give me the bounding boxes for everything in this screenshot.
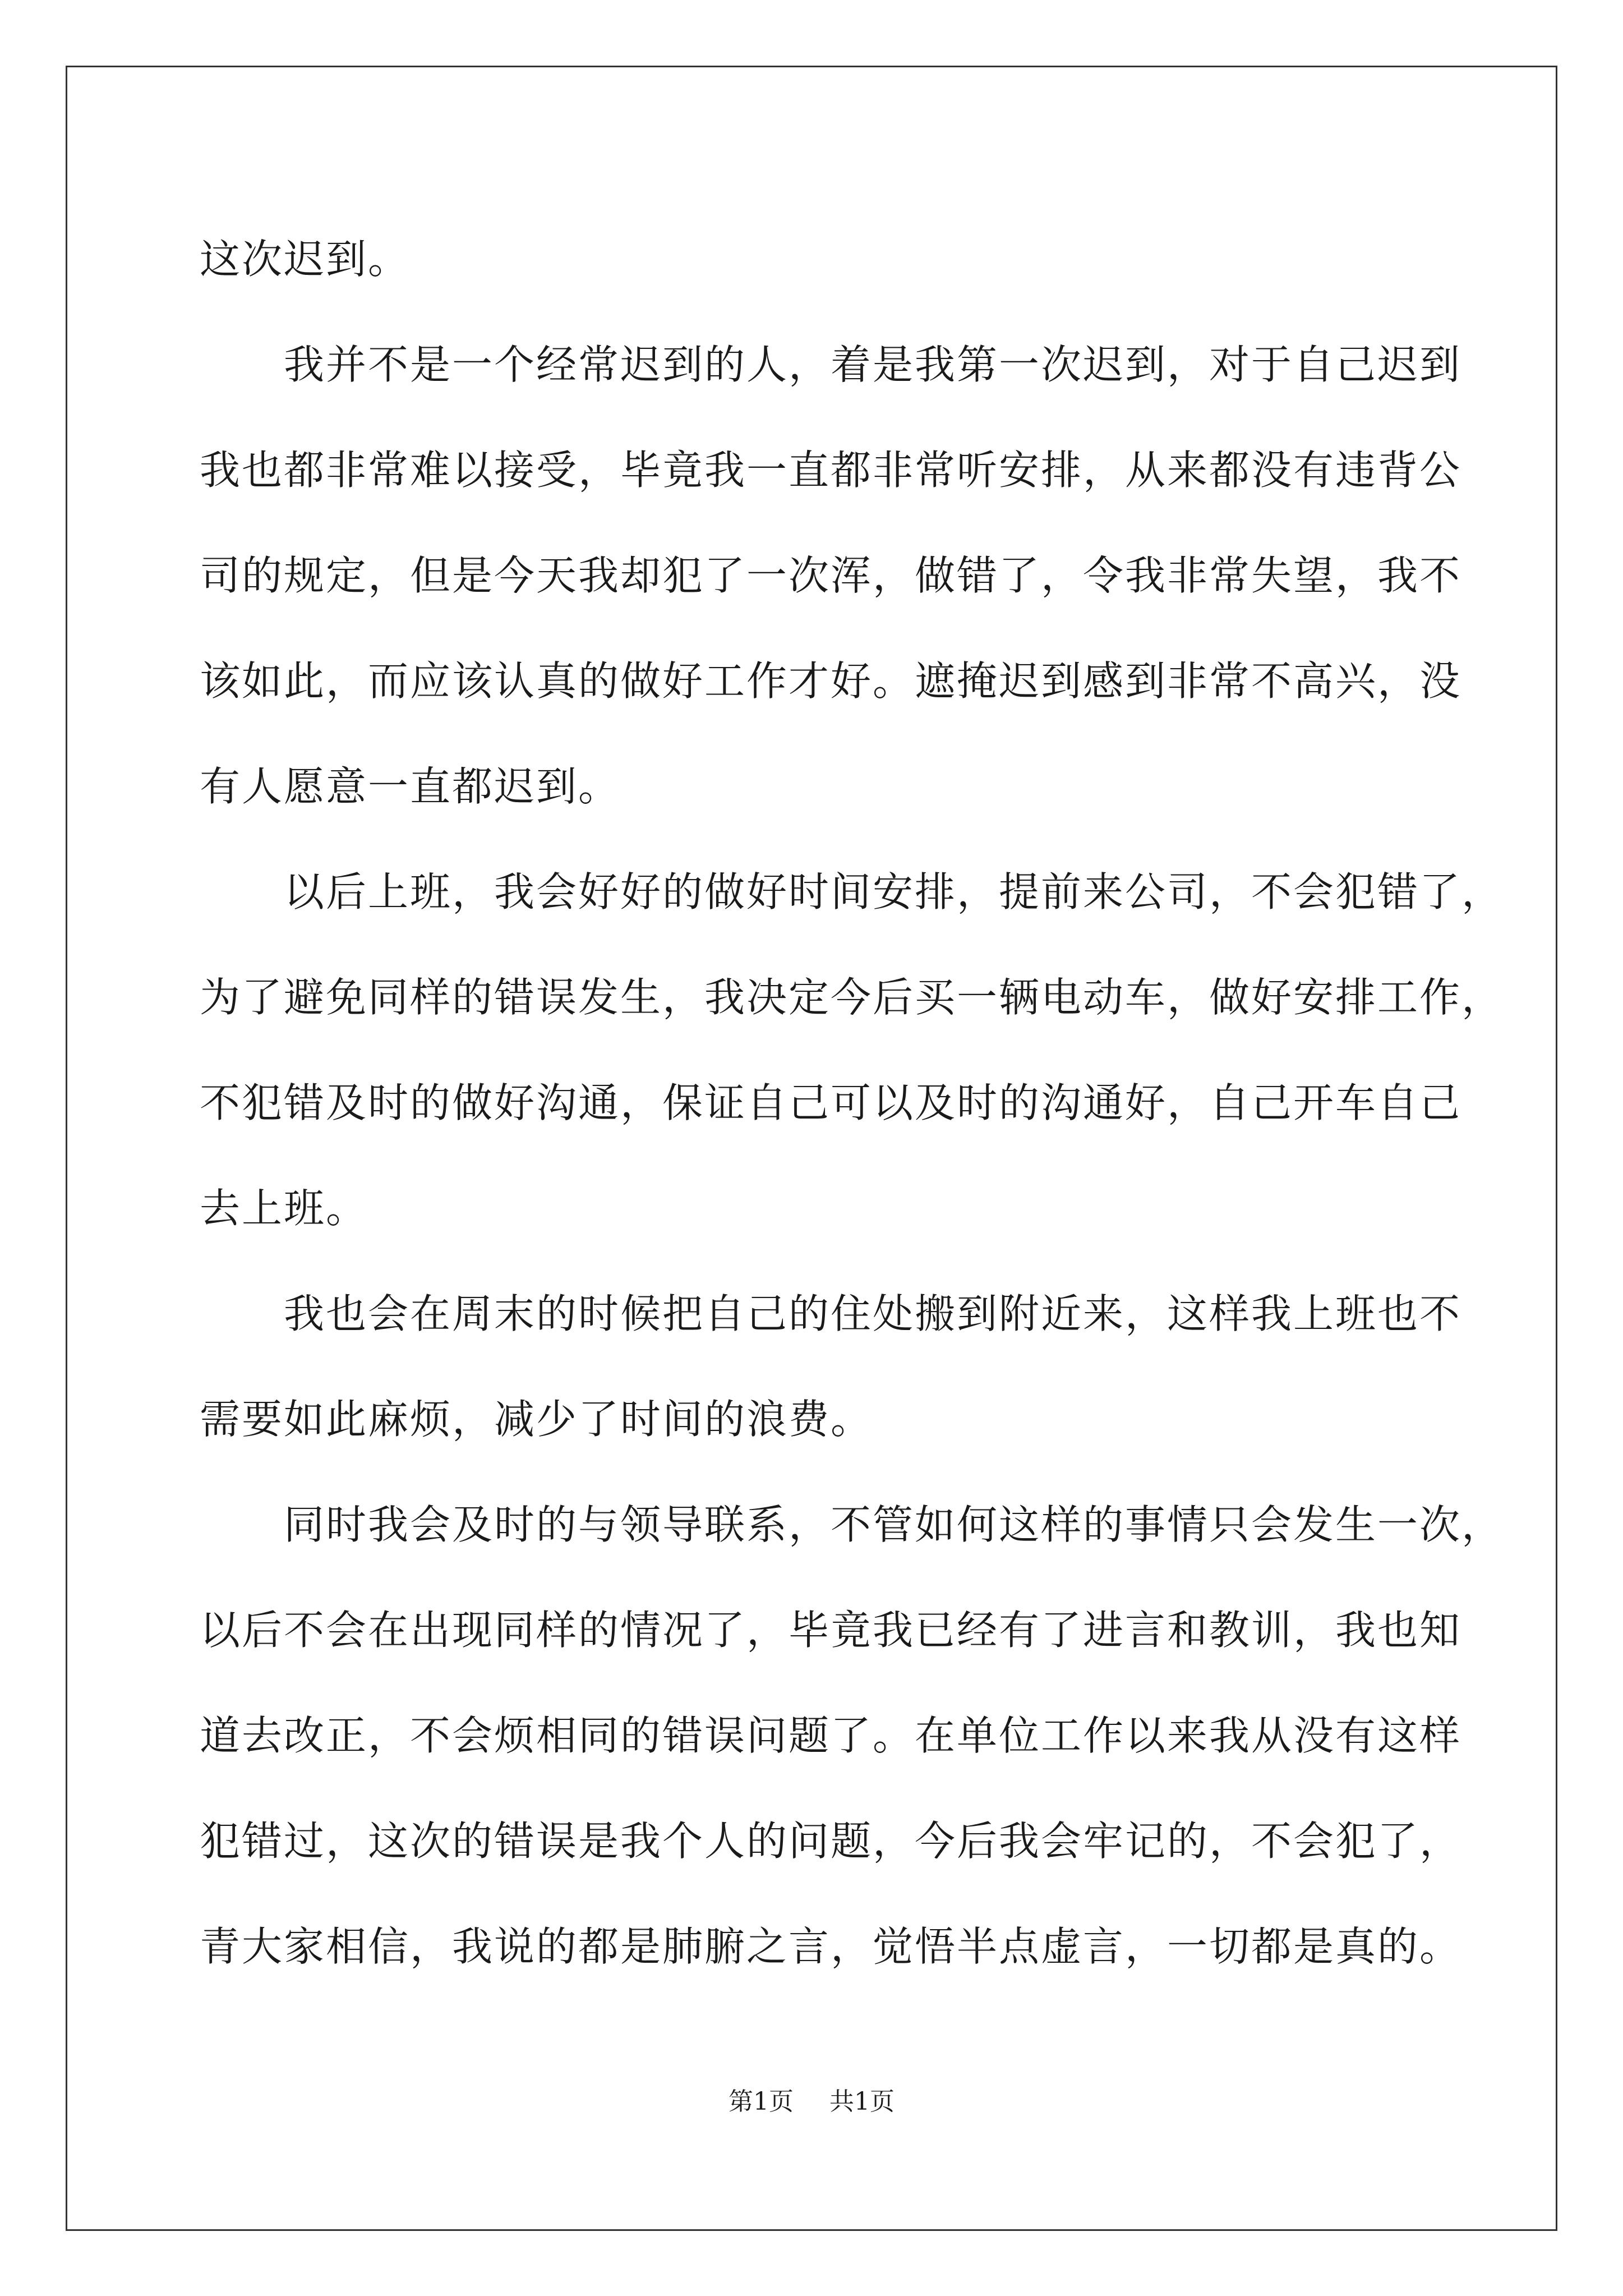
- document-body: [200, 206, 1504, 1999]
- text-line: 道去改正，不会烦相同的错误问题了。在单位工作以来我从没有这样: [200, 1712, 1462, 1759]
- text-line: 以后不会在出现同样的情况了，毕竟我已经有了进言和教训，我也知: [200, 1607, 1462, 1654]
- text-line: 为了避免同样的错误发生，我决定今后买一辆电动车，做好安排工作，: [200, 974, 1504, 1021]
- text-line: 犯错过，这次的错误是我个人的问题，今后我会牢记的，不会犯了，: [200, 1818, 1462, 1865]
- text-line: 不犯错及时的做好沟通，保证自己可以及时的沟通好，自己开车自己: [200, 1079, 1462, 1126]
- page-footer: [0, 2081, 1623, 2117]
- paragraph-first-line: 同时我会及时的与领导联系，不管如何这样的事情只会发生一次，: [284, 1501, 1504, 1548]
- paragraph-first-line: 我并不是一个经常迟到的人，着是我第一次迟到，对于自己迟到: [284, 341, 1462, 388]
- text-line: 这次迟到。: [200, 236, 411, 283]
- paragraph-first-line: 我也会在周末的时候把自己的住处搬到附近来，这样我上班也不: [284, 1290, 1462, 1337]
- page-number-current: 第1页: [728, 2087, 794, 2116]
- text-line: 有人愿意一直都迟到。: [200, 763, 621, 810]
- text-line: 需要如此麻烦，减少了时间的浪费。: [200, 1396, 873, 1443]
- text-line: 我也都非常难以接受，毕竟我一直都非常听安排，从来都没有违背公: [200, 447, 1462, 494]
- text-line: 司的规定，但是今天我却犯了一次浑，做错了，令我非常失望，我不: [200, 552, 1462, 599]
- page-number-total: 共1页: [829, 2087, 895, 2116]
- text-line: 青大家相信，我说的都是肺腑之言，觉悟半点虚言，一切都是真的。: [200, 1923, 1462, 1970]
- text-line: 去上班。: [200, 1185, 368, 1232]
- text-line: 该如此，而应该认真的做好工作才好。遮掩迟到感到非常不高兴，没: [200, 657, 1462, 705]
- paragraph-first-line: 以后上班，我会好好的做好时间安排，提前来公司，不会犯错了，: [284, 868, 1504, 915]
